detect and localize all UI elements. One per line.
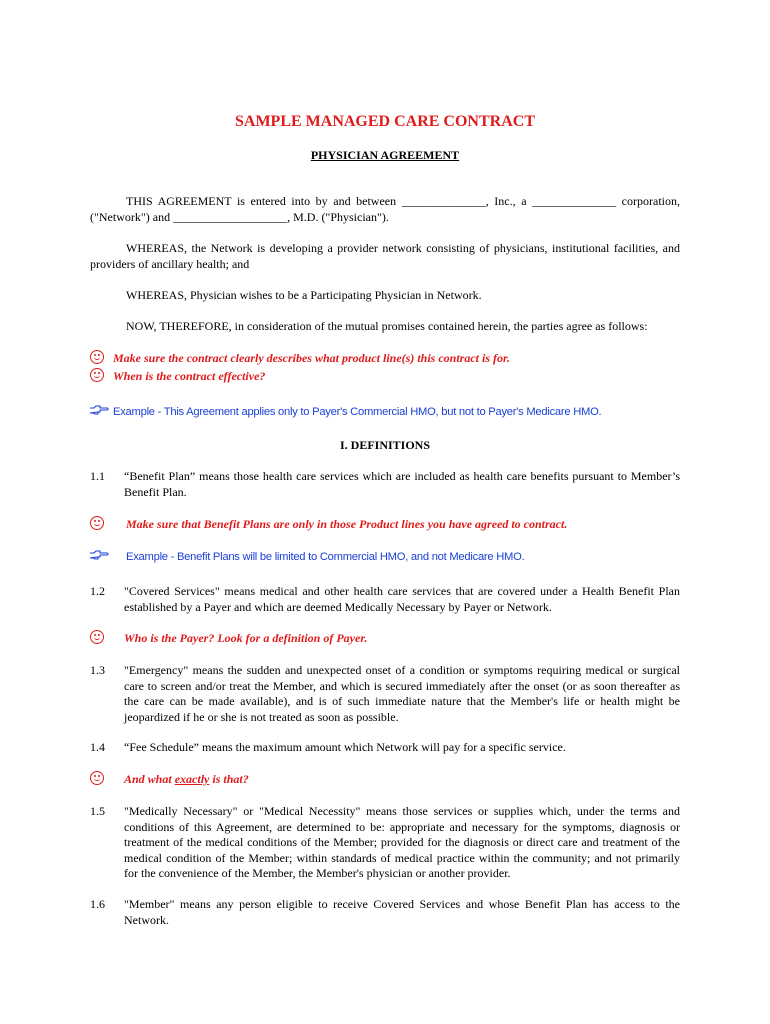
now-therefore-text: NOW, THEREFORE, in consideration of the mutual promises contained herein, the parties agree as follows:	[126, 319, 648, 333]
note-benefit-plans: Make sure that Benefit Plans are only in those Product lines you have agreed to contract.	[126, 517, 568, 531]
definition-emergency: "Emergency" means the sudden and unexpected onset of a condition or symptoms requiring medical or surgical care to screen and/or treat the Member, and which is secured immediately after the onset (or as soon thereafter as the care can be made available), and is of such immediate nature that the Member's life or health might be jeopardized if he or she is not treated as soon as possible.	[124, 663, 680, 724]
definition-covered-services: "Covered Services" means medical and other health care services that are covered under a Health Benefit Plan established by a Payer and which are deemed Medically Necessary by Payer or Network.	[124, 584, 680, 614]
example-commercial-hmo: Example - This Agreement applies only to Payer's Commercial HMO, but not to Payer's Medicare HMO.	[113, 406, 602, 418]
note-exactly-pre: And what	[124, 772, 175, 786]
smiley-icon	[90, 350, 104, 364]
document-title: SAMPLE MANAGED CARE CONTRACT	[234, 113, 535, 130]
note-exactly-post: is that?	[209, 772, 249, 786]
definition-number: 1.5	[90, 804, 105, 818]
definition-benefit-plan: “Benefit Plan” means those health care services which are included as health care benefits pursuant to Member’s Benefit Plan.	[124, 469, 680, 499]
document-subtitle: PHYSICIAN AGREEMENT	[310, 148, 460, 162]
agreement-paragraph	[90, 194, 680, 225]
note-payer: Who is the Payer? Look for a definition of Payer.	[124, 631, 368, 645]
definitions-heading: I. DEFINITIONS	[339, 438, 431, 452]
smiley-icon	[90, 771, 104, 785]
smiley-icon	[90, 516, 104, 530]
note-exactly-word: exactly	[174, 772, 210, 786]
example-benefit-plans: Example - Benefit Plans will be limited to Commercial HMO, and not Medicare HMO.	[126, 551, 525, 563]
whereas-text-2: WHEREAS, Physician wishes to be a Participating Physician in Network.	[126, 288, 482, 302]
note-product-line: Make sure the contract clearly describes what product line(s) this contract is for.	[113, 351, 511, 365]
whereas-text-1: WHEREAS, the Network is developing a provider network consisting of physicians, institutional facilities, and providers of ancillary health; and	[90, 241, 680, 271]
definition-number: 1.3	[90, 663, 105, 677]
definition-number: 1.4	[90, 740, 105, 754]
definition-number: 1.2	[90, 584, 105, 598]
now-therefore-paragraph	[90, 319, 680, 335]
definition-fee-schedule: “Fee Schedule” means the maximum amount which Network will pay for a specific service.	[124, 740, 566, 754]
whereas-paragraph-1	[90, 241, 680, 272]
smiley-icon	[90, 368, 104, 382]
note-effective: When is the contract effective?	[113, 369, 266, 383]
pointing-hand-icon	[89, 404, 109, 416]
whereas-paragraph-2	[90, 288, 680, 304]
note-exactly	[124, 772, 249, 787]
definition-number: 1.1	[90, 469, 105, 483]
definition-member: "Member" means any person eligible to receive Covered Services and whose Benefit Plan has access to the Network.	[124, 897, 680, 927]
definition-medically-necessary: "Medically Necessary" or "Medical Necessity" means those services or supplies which, under the terms and conditions of this Agreement, are determined to be: appropriate and necessary for the symptoms, diagnosis or treatment of the medical conditions of the Member; provided for the diagnosis or direct care and treatment of the medical condition of the Member; within standards of medical practice within the community; and not primarily for the convenience of the Member, the Member's physician or another provider.	[124, 804, 680, 880]
agreement-text: THIS AGREEMENT is entered into by and between ______________, Inc., a ______________ corporation, ("Network") and ___________________, M.D. ("Physician").	[90, 194, 680, 224]
smiley-icon	[90, 630, 104, 644]
pointing-hand-icon	[89, 549, 109, 561]
definition-number: 1.6	[90, 897, 105, 911]
